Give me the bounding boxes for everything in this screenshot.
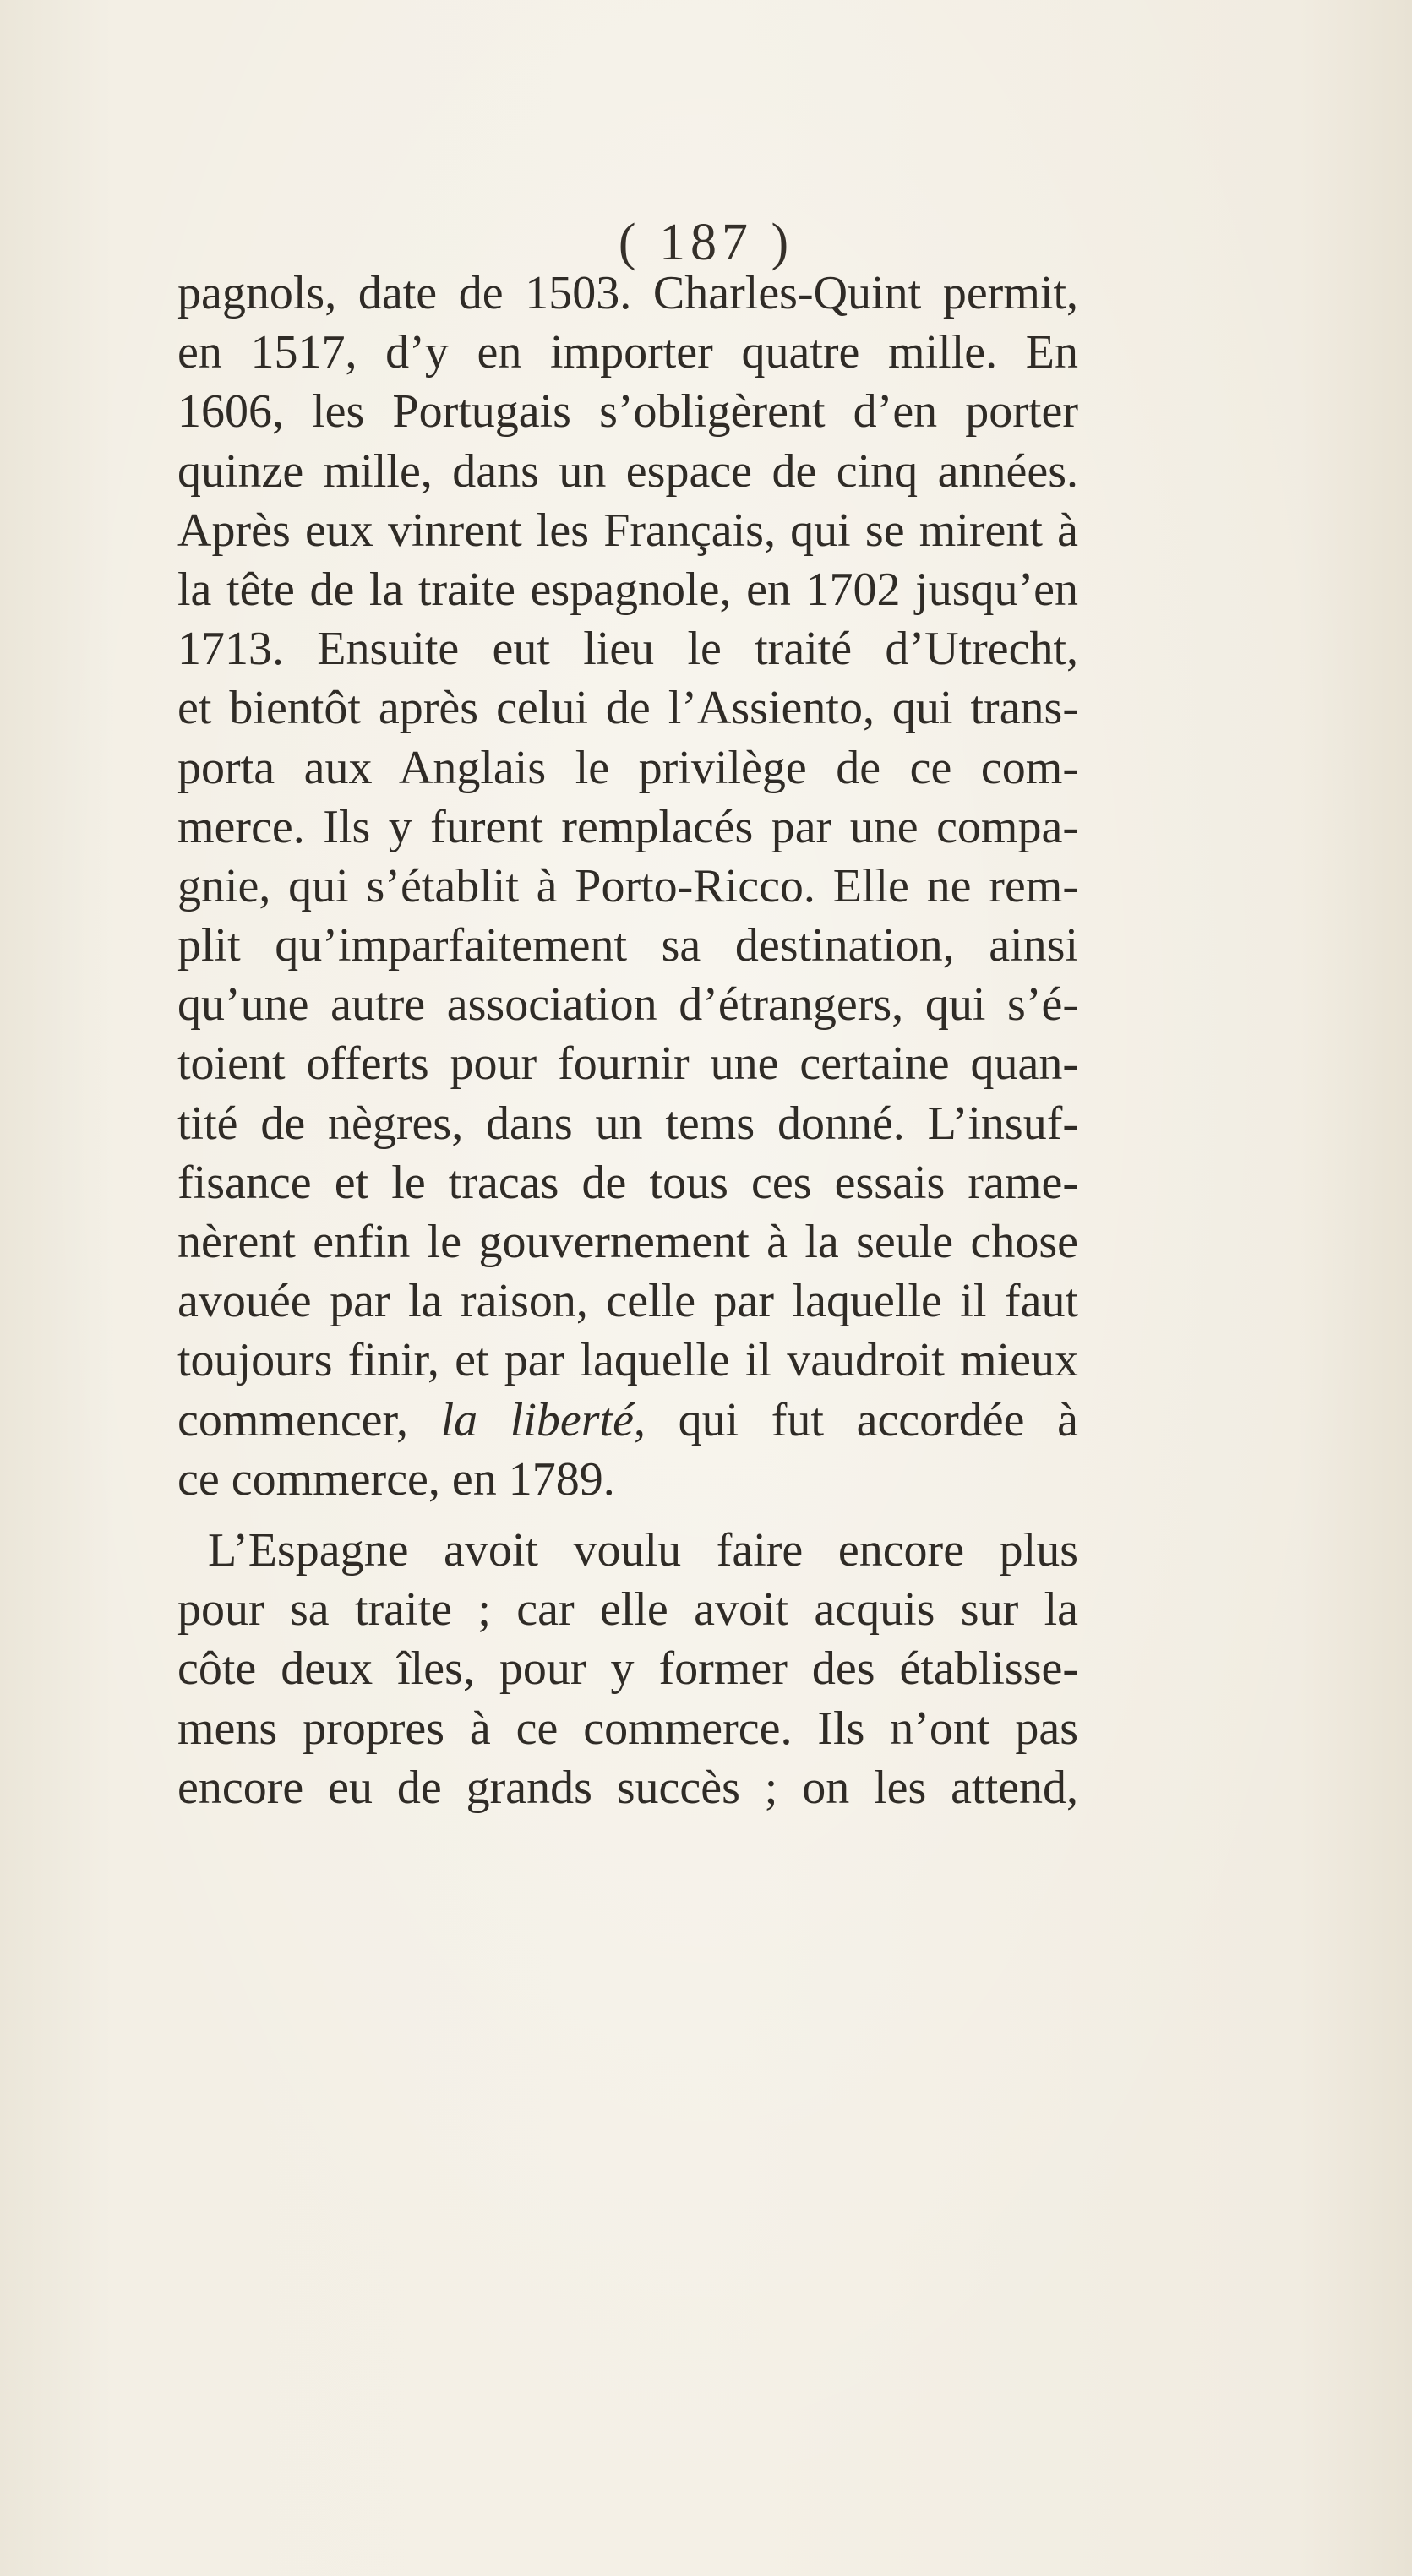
paragraph-1 [177, 264, 1078, 1509]
text-line: pagnols, date de 1503. Charles-Quint permit, [177, 267, 1078, 319]
text-line: ce commerce, en 1789. [177, 1452, 615, 1506]
text-line-part: , qui fut accordée à [633, 1393, 1078, 1446]
text-line: côte deux îles, pour y former des établisse- [177, 1642, 1078, 1696]
text-line [177, 1391, 1078, 1450]
text-line: qu’une autre association d’étrangers, qui s’é- [177, 978, 1078, 1032]
text-line: plit qu’imparfaitement sa destination, ainsi [177, 919, 1078, 972]
text-line: avouée par la raison, celle par laquelle il faut [177, 1275, 1078, 1328]
text-line: nèrent enfin le gouvernement à la seule chose [177, 1216, 1078, 1268]
text-line-part: commencer, [177, 1393, 408, 1446]
text-line: L’Espagne avoit voulu faire encore plus [208, 1523, 1078, 1577]
text-line: pour sa traite ; car elle avoit acquis sur la [177, 1583, 1078, 1637]
text-line: mens propres à ce commerce. Ils n’ont pas [177, 1702, 1078, 1755]
page-number: ( 187 ) [618, 214, 794, 271]
text-line: Après eux vinrent les Français, qui se mirent à [177, 504, 1078, 557]
text-line: gnie, qui s’établit à Porto-Ricco. Elle ne rem- [177, 859, 1078, 912]
text-line: porta aux Anglais le privilège de ce com- [177, 741, 1078, 794]
text-line: en 1517, d’y en importer quatre mille. En [177, 326, 1078, 379]
text-line: toient offerts pour fournir une certaine quan- [177, 1037, 1078, 1091]
text-line: encore eu de grands succès ; on les attend, [177, 1761, 1078, 1814]
text-line: la tête de la traite espagnole, en 1702 jusqu’en [177, 563, 1078, 616]
text-line: merce. Ils y furent remplacés par une compa- [177, 800, 1078, 853]
text-line: et bientôt après celui de l’Assiento, qui trans- [177, 682, 1078, 735]
text-line: 1713. Ensuite eut lieu le traité d’Utrecht, [177, 623, 1078, 676]
text-line: fisance et le tracas de tous ces essais rame- [177, 1156, 1078, 1209]
text-line: toujours finir, et par laquelle il vaudroit mieux [177, 1334, 1078, 1387]
paragraph-gap [177, 1509, 1078, 1521]
text-line: tité de nègres, dans un tems donné. L’insuf- [177, 1097, 1078, 1150]
text-line: quinze mille, dans un espace de cinq années. [177, 444, 1078, 498]
text-line: 1606, les Portugais s’obligèrent d’en porter [177, 385, 1078, 438]
paragraph-2 [177, 1521, 1078, 1817]
text-body [177, 264, 1078, 1817]
italic-phrase: la liberté [440, 1393, 634, 1446]
